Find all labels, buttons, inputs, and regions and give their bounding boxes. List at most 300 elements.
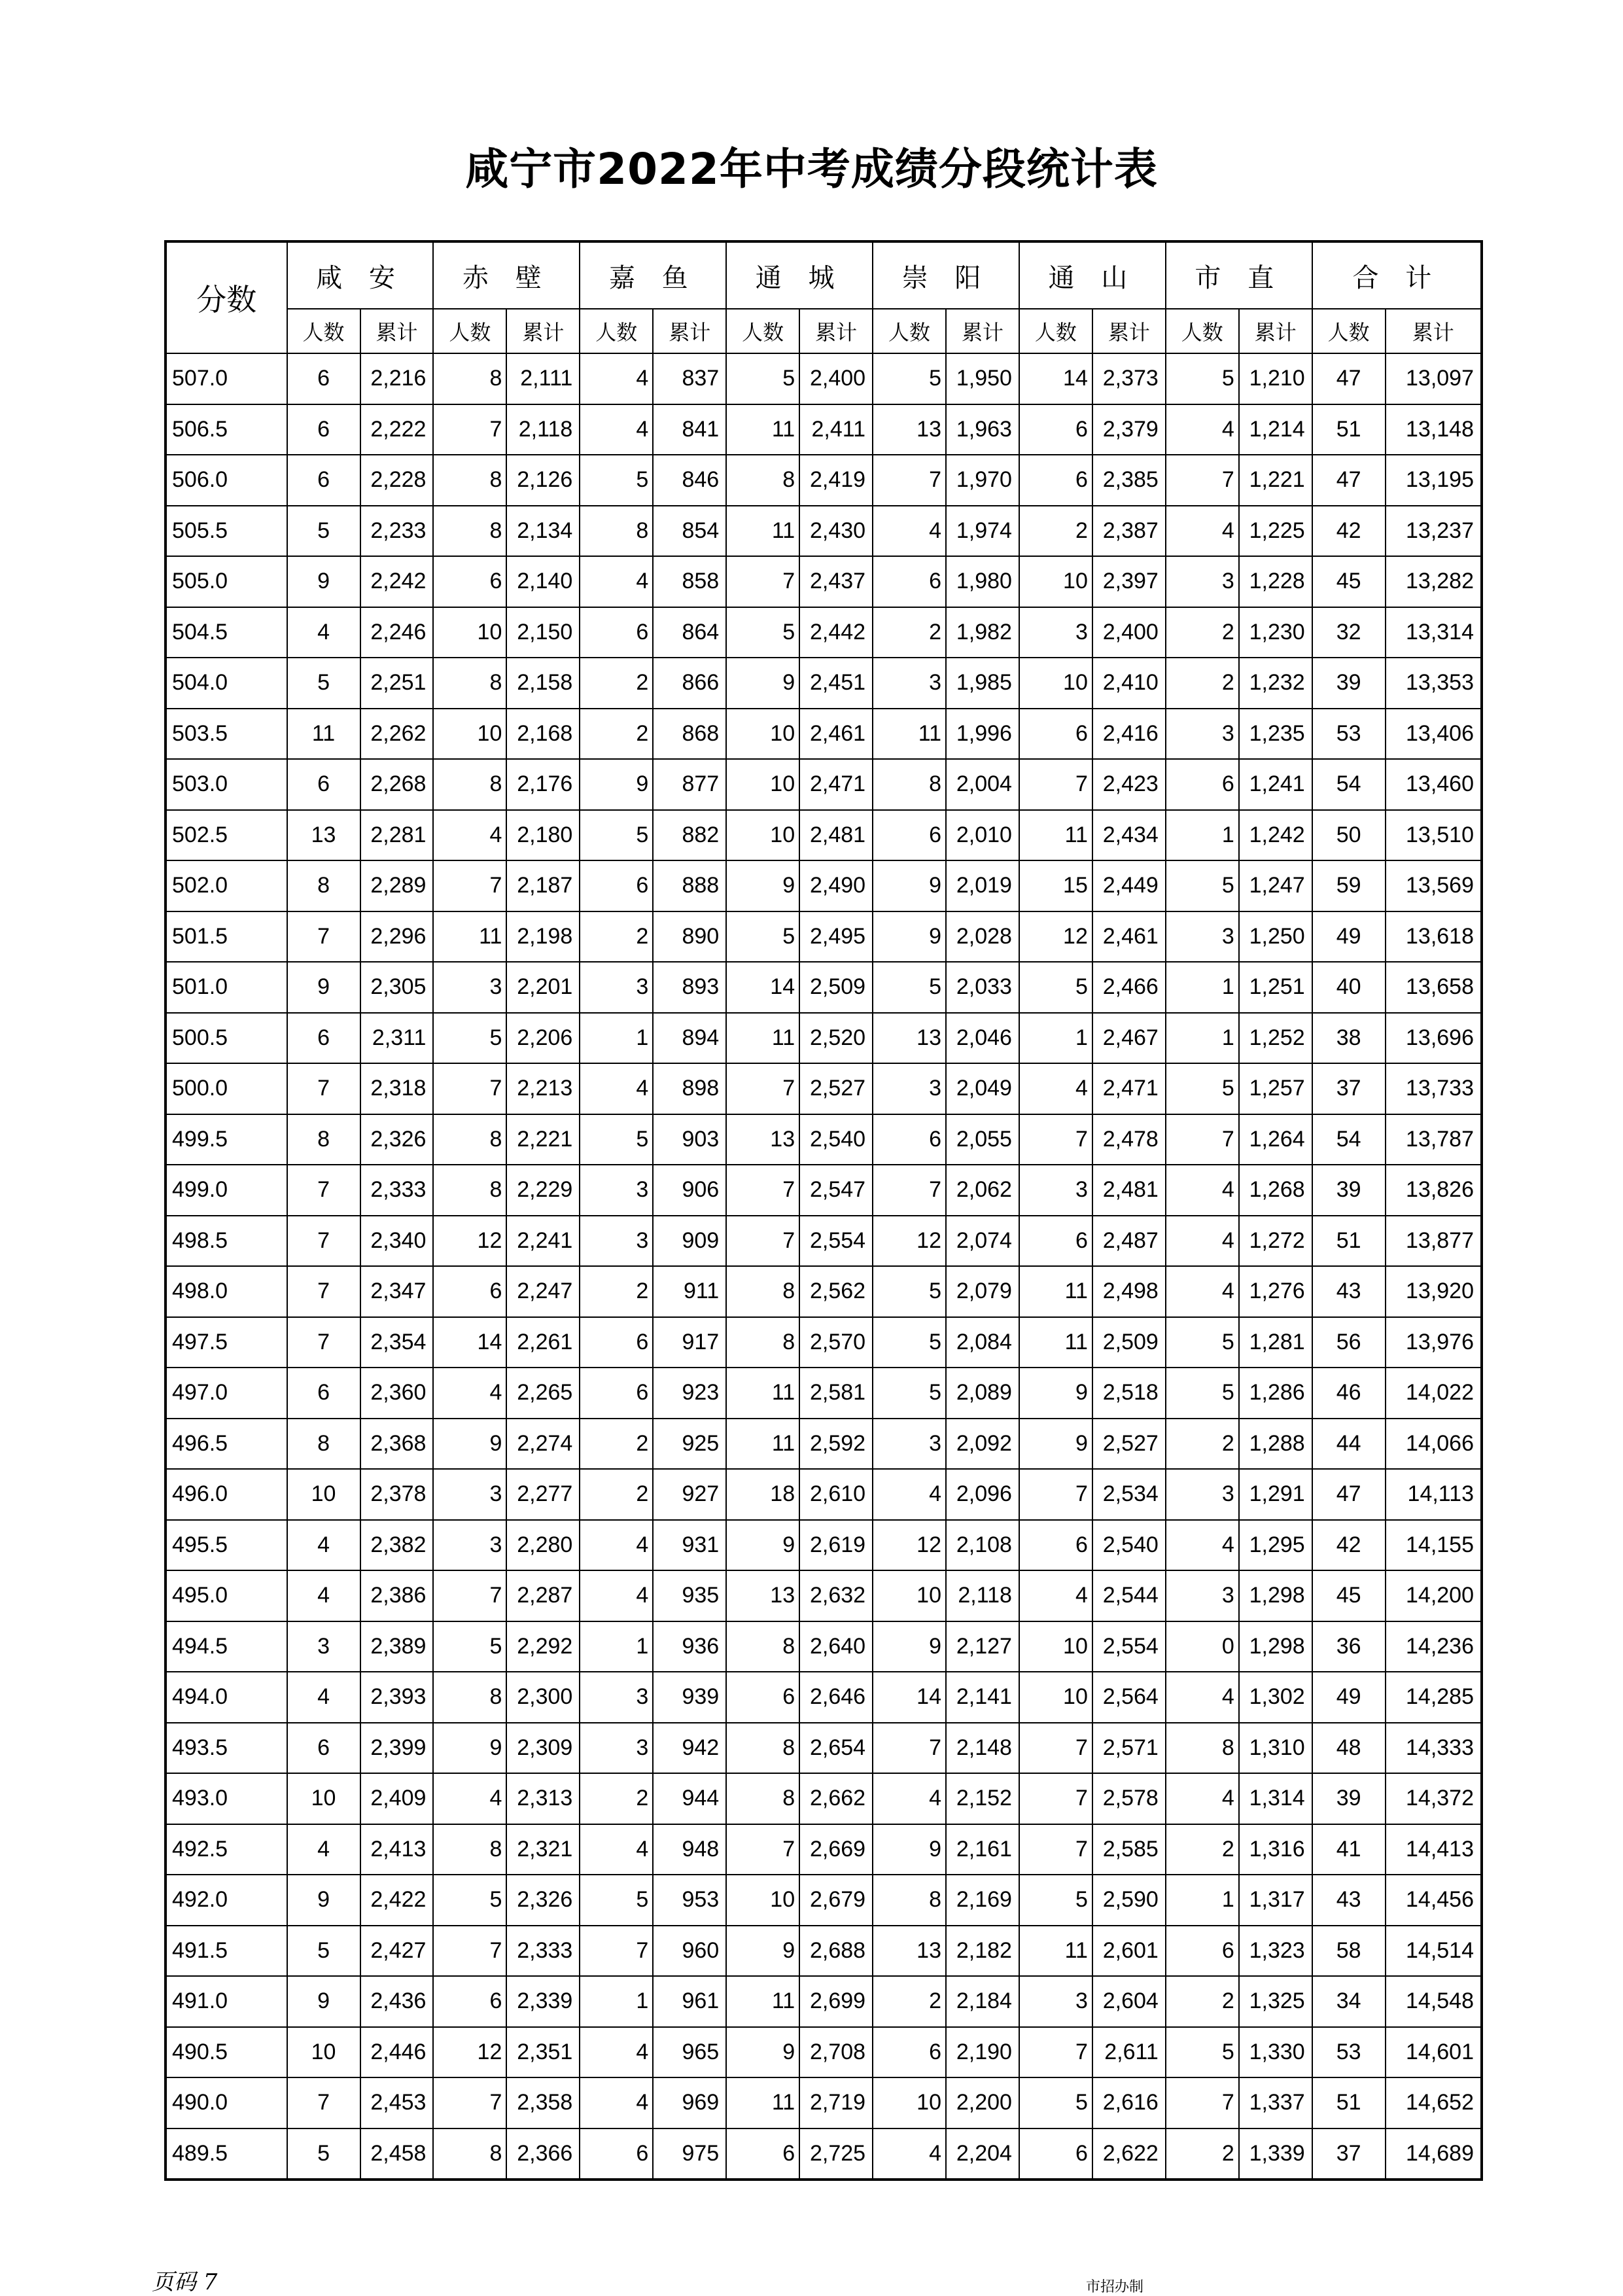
count-cell: 7 — [1166, 455, 1239, 506]
count-cell: 4 — [1019, 1063, 1092, 1114]
cumulative-cell: 14,333 — [1386, 1723, 1482, 1774]
cumulative-cell: 2,611 — [1092, 2027, 1166, 2078]
cumulative-cell: 2,004 — [946, 759, 1019, 810]
count-cell: 56 — [1312, 1317, 1386, 1368]
count-cell: 4 — [580, 1570, 653, 1621]
count-cell: 14 — [726, 962, 799, 1013]
table-row — [166, 1368, 1482, 1419]
count-cell: 2 — [580, 709, 653, 760]
cumulative-column-header: 累计 — [1386, 309, 1482, 353]
cumulative-cell: 2,262 — [360, 709, 434, 760]
cumulative-cell: 2,339 — [506, 1976, 580, 2027]
cumulative-cell: 2,581 — [799, 1368, 873, 1419]
cumulative-cell: 2,562 — [799, 1266, 873, 1317]
count-cell: 8 — [433, 455, 506, 506]
count-cell: 6 — [1019, 455, 1092, 506]
score-cell: 503.5 — [166, 709, 287, 760]
score-cell: 490.0 — [166, 2077, 287, 2128]
cumulative-cell: 2,176 — [506, 759, 580, 810]
count-cell: 38 — [1312, 1013, 1386, 1064]
cumulative-cell: 2,228 — [360, 455, 434, 506]
sub-header-row — [166, 309, 1482, 353]
cumulative-cell: 2,280 — [506, 1520, 580, 1571]
count-cell: 7 — [433, 404, 506, 455]
table-row — [166, 658, 1482, 709]
count-cell: 8 — [726, 1266, 799, 1317]
cumulative-cell: 2,400 — [1092, 607, 1166, 658]
cumulative-cell: 2,321 — [506, 1824, 580, 1875]
count-cell: 47 — [1312, 455, 1386, 506]
count-cell: 9 — [1019, 1419, 1092, 1470]
district-header: 崇 阳 — [873, 241, 1019, 309]
cumulative-cell: 2,509 — [799, 962, 873, 1013]
count-cell: 8 — [873, 1875, 946, 1926]
count-cell: 6 — [580, 860, 653, 911]
cumulative-cell: 13,282 — [1386, 556, 1482, 607]
count-cell: 4 — [580, 2027, 653, 2078]
cumulative-cell: 1,323 — [1239, 1926, 1312, 1977]
count-cell: 8 — [726, 1723, 799, 1774]
cumulative-cell: 13,460 — [1386, 759, 1482, 810]
count-cell: 10 — [873, 1570, 946, 1621]
cumulative-cell: 2,242 — [360, 556, 434, 607]
cumulative-cell: 14,200 — [1386, 1570, 1482, 1621]
table-body — [166, 353, 1482, 2180]
count-cell: 6 — [433, 556, 506, 607]
count-cell: 9 — [287, 1976, 360, 2027]
cumulative-cell: 1,982 — [946, 607, 1019, 658]
table-row — [166, 353, 1482, 404]
count-cell: 11 — [873, 709, 946, 760]
count-cell: 3 — [1166, 556, 1239, 607]
cumulative-cell: 1,232 — [1239, 658, 1312, 709]
cumulative-cell: 2,127 — [946, 1621, 1019, 1672]
score-cell: 496.0 — [166, 1469, 287, 1520]
cumulative-cell: 1,251 — [1239, 962, 1312, 1013]
score-cell: 502.5 — [166, 810, 287, 861]
cumulative-cell: 864 — [653, 607, 726, 658]
count-cell: 9 — [726, 1926, 799, 1977]
count-cell: 7 — [433, 2077, 506, 2128]
cumulative-cell: 2,554 — [799, 1216, 873, 1267]
cumulative-cell: 13,406 — [1386, 709, 1482, 760]
cumulative-cell: 2,118 — [946, 1570, 1019, 1621]
count-cell: 5 — [1166, 1317, 1239, 1368]
cumulative-cell: 2,305 — [360, 962, 434, 1013]
cumulative-cell: 2,397 — [1092, 556, 1166, 607]
cumulative-column-header: 累计 — [946, 309, 1019, 353]
issuer-label: 市招办制 — [1086, 2279, 1144, 2295]
cumulative-cell: 1,214 — [1239, 404, 1312, 455]
cumulative-cell: 2,251 — [360, 658, 434, 709]
cumulative-cell: 2,385 — [1092, 455, 1166, 506]
cumulative-cell: 893 — [653, 962, 726, 1013]
cumulative-cell: 2,478 — [1092, 1114, 1166, 1165]
count-cell: 4 — [580, 404, 653, 455]
count-cell: 46 — [1312, 1368, 1386, 1419]
count-cell: 3 — [1166, 1570, 1239, 1621]
cumulative-cell: 2,451 — [799, 658, 873, 709]
cumulative-cell: 2,601 — [1092, 1926, 1166, 1977]
cumulative-cell: 1,298 — [1239, 1621, 1312, 1672]
cumulative-cell: 1,985 — [946, 658, 1019, 709]
cumulative-cell: 1,963 — [946, 404, 1019, 455]
count-cell: 37 — [1312, 1063, 1386, 1114]
cumulative-cell: 2,654 — [799, 1723, 873, 1774]
score-column-header: 分数 — [166, 241, 287, 353]
cumulative-cell: 2,622 — [1092, 2128, 1166, 2180]
cumulative-cell: 2,610 — [799, 1469, 873, 1520]
count-cell: 2 — [873, 1976, 946, 2027]
count-cell: 6 — [287, 455, 360, 506]
count-cell: 48 — [1312, 1723, 1386, 1774]
count-cell: 7 — [726, 1165, 799, 1216]
page-number: 页码 7 — [152, 2269, 218, 2295]
cumulative-cell: 1,250 — [1239, 911, 1312, 963]
table-row — [166, 1570, 1482, 1621]
count-cell: 9 — [873, 1824, 946, 1875]
cumulative-cell: 13,976 — [1386, 1317, 1482, 1368]
count-cell: 3 — [433, 962, 506, 1013]
count-cell: 8 — [287, 1114, 360, 1165]
cumulative-cell: 903 — [653, 1114, 726, 1165]
cumulative-cell: 1,317 — [1239, 1875, 1312, 1926]
cumulative-cell: 1,264 — [1239, 1114, 1312, 1165]
table-row — [166, 1723, 1482, 1774]
cumulative-cell: 2,498 — [1092, 1266, 1166, 1317]
cumulative-cell: 1,316 — [1239, 1824, 1312, 1875]
count-cell: 3 — [433, 1520, 506, 1571]
cumulative-cell: 2,461 — [1092, 911, 1166, 963]
table-row — [166, 810, 1482, 861]
cumulative-cell: 1,286 — [1239, 1368, 1312, 1419]
count-cell: 6 — [287, 353, 360, 404]
cumulative-cell: 2,354 — [360, 1317, 434, 1368]
count-cell: 2 — [580, 1773, 653, 1824]
cumulative-cell: 2,708 — [799, 2027, 873, 2078]
cumulative-cell: 14,285 — [1386, 1672, 1482, 1723]
cumulative-cell: 2,287 — [506, 1570, 580, 1621]
cumulative-cell: 2,386 — [360, 1570, 434, 1621]
cumulative-cell: 2,221 — [506, 1114, 580, 1165]
count-cell: 4 — [580, 1824, 653, 1875]
cumulative-cell: 2,578 — [1092, 1773, 1166, 1824]
cumulative-cell: 2,495 — [799, 911, 873, 963]
table-row — [166, 911, 1482, 963]
score-cell: 494.5 — [166, 1621, 287, 1672]
table-row — [166, 1621, 1482, 1672]
table-row — [166, 962, 1482, 1013]
count-cell: 51 — [1312, 2077, 1386, 2128]
count-cell: 9 — [873, 860, 946, 911]
count-cell: 7 — [287, 1266, 360, 1317]
count-cell: 6 — [1166, 759, 1239, 810]
cumulative-cell: 882 — [653, 810, 726, 861]
score-cell: 495.5 — [166, 1520, 287, 1571]
cumulative-cell: 2,246 — [360, 607, 434, 658]
score-distribution-table — [164, 240, 1483, 2181]
count-cell: 8 — [433, 353, 506, 404]
count-cell: 6 — [726, 1672, 799, 1723]
count-cell: 11 — [726, 404, 799, 455]
cumulative-cell: 2,379 — [1092, 404, 1166, 455]
count-cell: 53 — [1312, 709, 1386, 760]
table-row — [166, 1976, 1482, 2027]
count-cell: 7 — [1019, 759, 1092, 810]
score-cell: 492.0 — [166, 1875, 287, 1926]
count-cell: 10 — [433, 607, 506, 658]
count-cell: 9 — [287, 556, 360, 607]
count-cell: 3 — [1166, 709, 1239, 760]
count-cell: 40 — [1312, 962, 1386, 1013]
count-cell: 6 — [580, 1317, 653, 1368]
cumulative-cell: 2,140 — [506, 556, 580, 607]
cumulative-cell: 14,413 — [1386, 1824, 1482, 1875]
count-cell: 5 — [580, 1114, 653, 1165]
count-cell: 4 — [287, 1824, 360, 1875]
cumulative-cell: 942 — [653, 1723, 726, 1774]
cumulative-cell: 1,230 — [1239, 607, 1312, 658]
count-column-header: 人数 — [287, 309, 360, 353]
district-header: 市 直 — [1166, 241, 1312, 309]
count-cell: 2 — [580, 658, 653, 709]
count-cell: 7 — [287, 1063, 360, 1114]
cumulative-cell: 2,358 — [506, 2077, 580, 2128]
cumulative-cell: 14,689 — [1386, 2128, 1482, 2180]
cumulative-cell: 911 — [653, 1266, 726, 1317]
cumulative-cell: 2,399 — [360, 1723, 434, 1774]
count-cell: 5 — [1166, 2027, 1239, 2078]
count-cell: 7 — [1166, 1114, 1239, 1165]
cumulative-cell: 927 — [653, 1469, 726, 1520]
count-cell: 10 — [1019, 556, 1092, 607]
cumulative-cell: 2,554 — [1092, 1621, 1166, 1672]
cumulative-cell: 2,442 — [799, 607, 873, 658]
district-header: 通 山 — [1019, 241, 1166, 309]
cumulative-cell: 2,520 — [799, 1013, 873, 1064]
count-cell: 8 — [726, 1621, 799, 1672]
cumulative-cell: 1,339 — [1239, 2128, 1312, 2180]
cumulative-cell: 2,669 — [799, 1824, 873, 1875]
count-cell: 6 — [580, 2128, 653, 2180]
count-cell: 10 — [433, 709, 506, 760]
count-cell: 7 — [1019, 2027, 1092, 2078]
count-cell: 8 — [873, 759, 946, 810]
cumulative-cell: 1,225 — [1239, 506, 1312, 557]
count-cell: 11 — [726, 1013, 799, 1064]
cumulative-cell: 906 — [653, 1165, 726, 1216]
cumulative-cell: 1,281 — [1239, 1317, 1312, 1368]
cumulative-cell: 13,353 — [1386, 658, 1482, 709]
cumulative-cell: 923 — [653, 1368, 726, 1419]
count-cell: 2 — [1166, 658, 1239, 709]
cumulative-cell: 1,276 — [1239, 1266, 1312, 1317]
count-cell: 45 — [1312, 1570, 1386, 1621]
cumulative-cell: 846 — [653, 455, 726, 506]
cumulative-cell: 1,252 — [1239, 1013, 1312, 1064]
score-cell: 505.0 — [166, 556, 287, 607]
cumulative-cell: 2,360 — [360, 1368, 434, 1419]
count-cell: 4 — [287, 1520, 360, 1571]
cumulative-cell: 898 — [653, 1063, 726, 1114]
count-cell: 2 — [1166, 2128, 1239, 2180]
count-cell: 4 — [1166, 1165, 1239, 1216]
cumulative-cell: 2,679 — [799, 1875, 873, 1926]
count-cell: 43 — [1312, 1875, 1386, 1926]
count-cell: 8 — [726, 1317, 799, 1368]
district-header: 赤 壁 — [433, 241, 580, 309]
count-cell: 11 — [726, 2077, 799, 2128]
count-cell: 32 — [1312, 607, 1386, 658]
count-cell: 1 — [580, 1976, 653, 2027]
count-cell: 2 — [580, 1419, 653, 1470]
score-cell: 491.5 — [166, 1926, 287, 1977]
table-row — [166, 1469, 1482, 1520]
cumulative-cell: 858 — [653, 556, 726, 607]
cumulative-cell: 944 — [653, 1773, 726, 1824]
table-row — [166, 1520, 1482, 1571]
cumulative-cell: 2,534 — [1092, 1469, 1166, 1520]
count-cell: 8 — [287, 1419, 360, 1470]
table-row — [166, 506, 1482, 557]
count-cell: 5 — [580, 455, 653, 506]
cumulative-cell: 2,289 — [360, 860, 434, 911]
count-cell: 3 — [1166, 911, 1239, 963]
count-cell: 13 — [287, 810, 360, 861]
cumulative-cell: 2,152 — [946, 1773, 1019, 1824]
cumulative-column-header: 累计 — [360, 309, 434, 353]
cumulative-cell: 2,200 — [946, 2077, 1019, 2128]
count-cell: 8 — [433, 1165, 506, 1216]
count-cell: 37 — [1312, 2128, 1386, 2180]
count-cell: 6 — [1166, 1926, 1239, 1977]
count-cell: 1 — [1166, 1875, 1239, 1926]
count-cell: 9 — [726, 860, 799, 911]
table-row — [166, 759, 1482, 810]
cumulative-cell: 1,325 — [1239, 1976, 1312, 2027]
cumulative-cell: 2,632 — [799, 1570, 873, 1621]
table-row — [166, 1419, 1482, 1470]
cumulative-cell: 2,111 — [506, 353, 580, 404]
cumulative-cell: 2,148 — [946, 1723, 1019, 1774]
score-cell: 503.0 — [166, 759, 287, 810]
cumulative-cell: 969 — [653, 2077, 726, 2128]
cumulative-cell: 965 — [653, 2027, 726, 2078]
count-cell: 47 — [1312, 353, 1386, 404]
count-cell: 4 — [580, 353, 653, 404]
count-cell: 6 — [1019, 709, 1092, 760]
cumulative-cell: 2,382 — [360, 1520, 434, 1571]
count-cell: 4 — [1166, 1216, 1239, 1267]
cumulative-cell: 2,719 — [799, 2077, 873, 2128]
count-cell: 2 — [1166, 607, 1239, 658]
count-cell: 7 — [726, 556, 799, 607]
count-cell: 9 — [287, 962, 360, 1013]
count-cell: 3 — [1166, 1469, 1239, 1520]
count-cell: 3 — [580, 1672, 653, 1723]
cumulative-cell: 2,184 — [946, 1976, 1019, 2027]
count-cell: 12 — [433, 1216, 506, 1267]
cumulative-cell: 2,062 — [946, 1165, 1019, 1216]
cumulative-cell: 2,158 — [506, 658, 580, 709]
cumulative-cell: 2,471 — [799, 759, 873, 810]
table-row — [166, 709, 1482, 760]
cumulative-cell: 2,096 — [946, 1469, 1019, 1520]
cumulative-cell: 2,277 — [506, 1469, 580, 1520]
count-cell: 7 — [1019, 1723, 1092, 1774]
cumulative-cell: 2,466 — [1092, 962, 1166, 1013]
count-cell: 1 — [1166, 1013, 1239, 1064]
cumulative-cell: 2,126 — [506, 455, 580, 506]
cumulative-cell: 2,619 — [799, 1520, 873, 1571]
count-cell: 12 — [1019, 911, 1092, 963]
count-column-header: 人数 — [1312, 309, 1386, 353]
cumulative-cell: 2,409 — [360, 1773, 434, 1824]
cumulative-cell: 14,456 — [1386, 1875, 1482, 1926]
count-cell: 3 — [873, 658, 946, 709]
score-cell: 505.5 — [166, 506, 287, 557]
count-cell: 51 — [1312, 1216, 1386, 1267]
count-cell: 5 — [726, 911, 799, 963]
cumulative-cell: 2,033 — [946, 962, 1019, 1013]
cumulative-cell: 13,314 — [1386, 607, 1482, 658]
count-cell: 14 — [873, 1672, 946, 1723]
count-cell: 34 — [1312, 1976, 1386, 2027]
count-cell: 5 — [287, 658, 360, 709]
score-cell: 506.0 — [166, 455, 287, 506]
cumulative-cell: 2,229 — [506, 1165, 580, 1216]
cumulative-cell: 2,446 — [360, 2027, 434, 2078]
cumulative-cell: 2,010 — [946, 810, 1019, 861]
count-cell: 6 — [1019, 2128, 1092, 2180]
score-cell: 500.5 — [166, 1013, 287, 1064]
cumulative-cell: 2,413 — [360, 1824, 434, 1875]
count-cell: 11 — [726, 1976, 799, 2027]
cumulative-cell: 1,242 — [1239, 810, 1312, 861]
cumulative-cell: 2,419 — [799, 455, 873, 506]
cumulative-cell: 14,372 — [1386, 1773, 1482, 1824]
count-cell: 9 — [873, 911, 946, 963]
cumulative-cell: 1,295 — [1239, 1520, 1312, 1571]
count-cell: 5 — [726, 353, 799, 404]
cumulative-cell: 2,347 — [360, 1266, 434, 1317]
cumulative-cell: 961 — [653, 1976, 726, 2027]
cumulative-cell: 2,118 — [506, 404, 580, 455]
count-cell: 8 — [433, 1824, 506, 1875]
cumulative-cell: 2,389 — [360, 1621, 434, 1672]
score-cell: 501.5 — [166, 911, 287, 963]
count-cell: 3 — [580, 1165, 653, 1216]
cumulative-cell: 1,272 — [1239, 1216, 1312, 1267]
count-cell: 5 — [873, 1317, 946, 1368]
score-cell: 492.5 — [166, 1824, 287, 1875]
cumulative-cell: 1,996 — [946, 709, 1019, 760]
count-cell: 5 — [1019, 2077, 1092, 2128]
count-cell: 7 — [433, 860, 506, 911]
count-cell: 9 — [287, 1875, 360, 1926]
count-cell: 10 — [873, 2077, 946, 2128]
count-cell: 5 — [580, 1875, 653, 1926]
count-column-header: 人数 — [580, 309, 653, 353]
cumulative-cell: 2,436 — [360, 1976, 434, 2027]
cumulative-cell: 2,141 — [946, 1672, 1019, 1723]
cumulative-cell: 2,461 — [799, 709, 873, 760]
score-cell: 507.0 — [166, 353, 287, 404]
cumulative-cell: 868 — [653, 709, 726, 760]
count-cell: 12 — [873, 1520, 946, 1571]
count-cell: 1 — [580, 1621, 653, 1672]
count-cell: 2 — [1166, 1824, 1239, 1875]
